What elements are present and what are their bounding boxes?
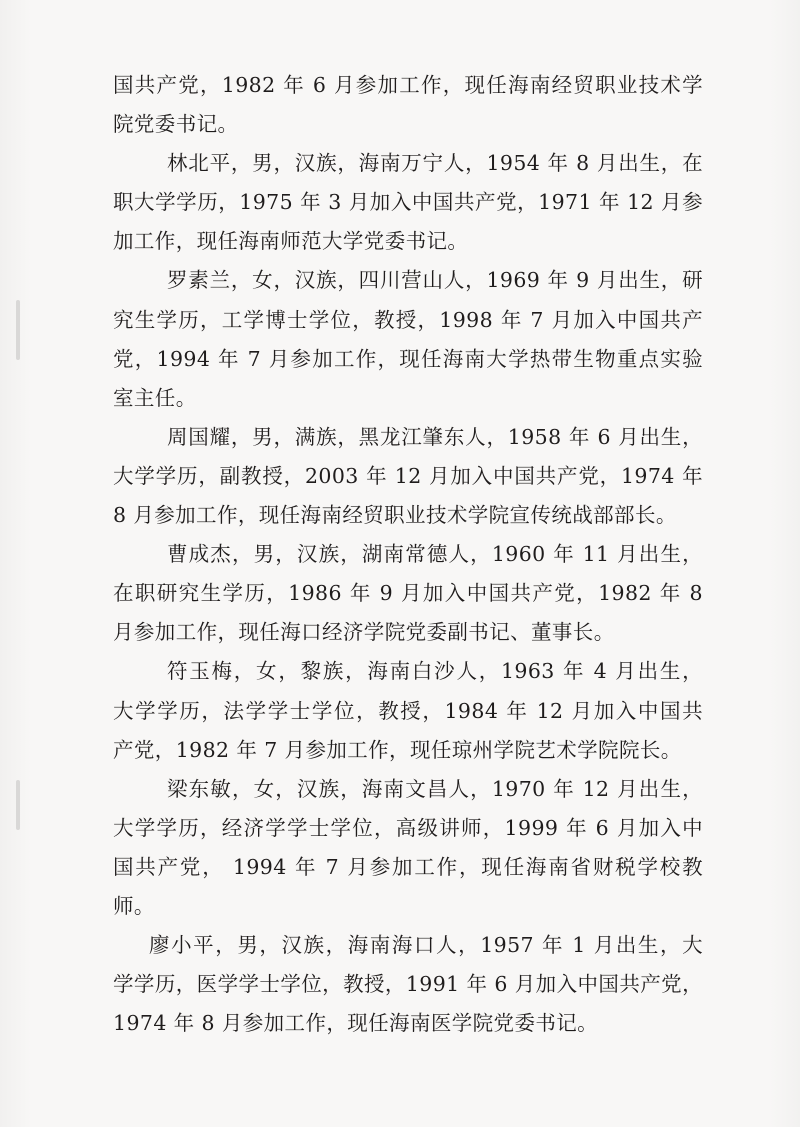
paragraph-bio [113, 535, 703, 652]
text-line: 大学学历，法学学士学位，教授，1984 年 12 月加入中国共 [113, 698, 703, 723]
text-line: 梁东敏，女，汉族，海南文昌人，1970 年 12 月出生， [167, 776, 703, 801]
text-line: 国共产党， 1994 年 7 月参加工作，现任海南省财税学校教 [113, 854, 703, 879]
paragraph-continuation [113, 66, 703, 144]
paragraph-bio [113, 652, 703, 769]
paragraph-bio [113, 144, 703, 261]
binding-hole-mark [16, 300, 20, 360]
text-line: 师。 [113, 893, 155, 918]
text-line: 月参加工作，现任海口经济学院党委副书记、董事长。 [113, 620, 615, 645]
text-line: 加工作，现任海南师范大学党委书记。 [113, 229, 469, 254]
text-line: 大学学历，经济学学士学位，高级讲师，1999 年 6 月加入中 [113, 815, 703, 840]
paragraph-bio [113, 261, 703, 417]
text-line: 符玉梅，女，黎族，海南白沙人，1963 年 4 月出生， [167, 659, 703, 684]
text-line: 周国耀，男，满族，黑龙江肇东人，1958 年 6 月出生， [167, 424, 703, 449]
text-line: 8 月参加工作，现任海南经贸职业技术学院宣传统战部部长。 [113, 503, 677, 528]
text-line: 大学学历，副教授，2003 年 12 月加入中国共产党，1974 年 [113, 463, 703, 488]
text-line: 学学历，医学学士学位，教授，1991 年 6 月加入中国共产党， [113, 972, 703, 997]
text-line: 党，1994 年 7 月参加工作，现任海南大学热带生物重点实验 [113, 346, 703, 371]
text-line: 国共产党，1982 年 6 月参加工作，现任海南经贸职业技术学 [113, 73, 703, 97]
text-line: 廖小平，男，汉族，海南海口人，1957 年 1 月出生，大 [149, 933, 703, 958]
text-line: 曹成杰，男，汉族，湖南常德人，1960 年 11 月出生， [167, 542, 703, 567]
text-line: 产党，1982 年 7 月参加工作，现任琼州学院艺术学院院长。 [113, 737, 682, 762]
text-line: 院党委书记。 [113, 112, 239, 137]
text-line: 在职研究生学历，1986 年 9 月加入中国共产党，1982 年 8 [113, 581, 703, 606]
text-line: 1974 年 8 月参加工作，现任海南医学院党委书记。 [113, 1011, 599, 1036]
text-line: 室主任。 [113, 385, 197, 410]
text-line: 林北平，男，汉族，海南万宁人，1954 年 8 月出生，在 [167, 151, 703, 176]
paragraph-bio [113, 418, 703, 535]
binding-hole-mark [16, 780, 20, 830]
paragraph-bio [113, 770, 703, 926]
document-body [113, 66, 703, 1043]
paragraph-bio [113, 926, 703, 1043]
text-line: 究生学历，工学博士学位，教授，1998 年 7 月加入中国共产 [113, 307, 703, 332]
text-line: 职大学学历，1975 年 3 月加入中国共产党，1971 年 12 月参 [113, 190, 703, 215]
text-line: 罗素兰，女，汉族，四川营山人，1969 年 9 月出生，研 [167, 268, 703, 293]
